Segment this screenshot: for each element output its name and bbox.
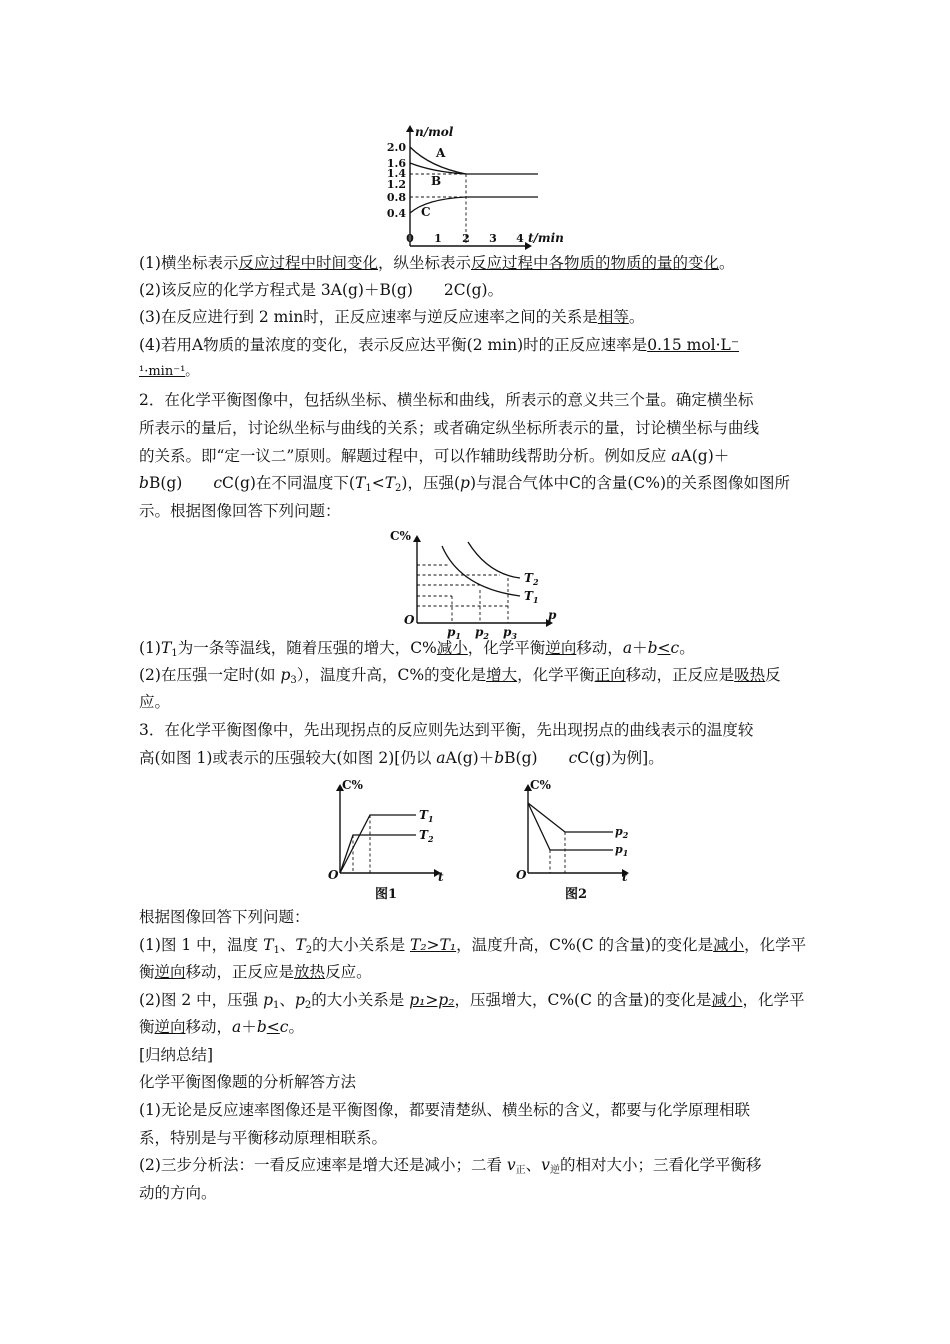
y-tick: 0.4 <box>386 207 406 220</box>
chart-c-percent-pressure <box>390 526 570 641</box>
para2-line: 的关系。即“定一议二”原则。解题过程中，可以作辅助线帮助分析。例如反应 aA(g)＋ <box>139 447 730 465</box>
x-axis-label: t/min <box>528 231 564 245</box>
para2-line: 2．在化学平衡图像中，包括纵坐标、横坐标和曲线，所表示的意义共三个量。确定横坐标 <box>139 391 754 409</box>
series-C-line <box>410 197 466 213</box>
label-B: B <box>431 174 442 188</box>
answer-2-line: (2)在压强一定时(如 $p_3$），温度升高，C%的变化是增大，化学平衡正向移动，正反应是吸热反 <box>139 666 781 686</box>
x-axis-label: t <box>438 870 444 884</box>
x-axis-label: t <box>622 870 628 884</box>
label-C: C <box>421 205 431 219</box>
y-tick: 1.4 <box>386 167 406 180</box>
text-line: 根据图像回答下列问题： <box>139 908 310 926</box>
q4-line: (4)若用A物质的量浓度的变化，表示反应达平衡(2 min)时的正反应速率是0.15 mol·L⁻ <box>139 336 740 354</box>
figure-caption: 图2 <box>565 887 588 902</box>
y-axis-label: n/mol <box>415 125 454 139</box>
label-T1: $T_1$ <box>419 808 434 824</box>
label-p2: $p_2$ <box>615 825 629 840</box>
para3-line: 3．在化学平衡图像中，先出现拐点的反应则先达到平衡，先出现拐点的曲线表示的温度较 <box>139 721 754 739</box>
y-tick: 1.2 <box>386 178 406 191</box>
curve-T1 <box>340 815 416 873</box>
curve-p1 <box>528 803 613 850</box>
x-tick-p1: $p_1$ <box>447 625 461 641</box>
q3-line: (3)在反应进行到 2 min时，正反应速率与逆反应速率之间的关系是相等。 <box>139 308 645 326</box>
answer-2-line: 应。 <box>139 693 171 711</box>
curve-T2 <box>340 835 416 873</box>
x-tick: 1 <box>434 232 442 245</box>
q1-line: (1)横坐标表示反应过程中时间变化，纵坐标表示反应过程中各物质的物质的量的变化。 <box>139 254 735 272</box>
para2-line: 所表示的量后，讨论纵坐标与曲线的关系；或者确定纵坐标所表示的量，讨论横坐标与曲线 <box>139 419 760 437</box>
x-tick: 0 <box>406 232 414 245</box>
q4-line-cont: ¹·min⁻¹。 <box>139 364 199 379</box>
figure-2 <box>508 775 658 905</box>
label-T1: $T_1$ <box>524 589 539 605</box>
para3-line: 高(如图 1)或表示的压强较大(如图 2)[仍以 aA(g)＋bB(g) cC(g)为例]。 <box>139 749 664 767</box>
figure-caption: 图1 <box>375 887 398 902</box>
y-tick: 0.8 <box>386 191 406 204</box>
label-p1: $p_1$ <box>615 843 629 858</box>
x-tick: 2 <box>462 232 470 245</box>
y-tick: 2.0 <box>386 141 406 154</box>
curve-T2 <box>468 542 520 578</box>
label-T2: $T_2$ <box>524 571 539 587</box>
origin-label: O <box>328 868 339 882</box>
summary-line: 动的方向。 <box>139 1184 217 1202</box>
curve-p2 <box>528 803 613 832</box>
summary-line: (1)无论是反应速率图像还是平衡图像，都要清楚纵、横坐标的含义，都要与化学原理相联 <box>139 1101 750 1119</box>
text-line: (1)图 1 中，温度 $T_1$、$T_2$的大小关系是 T₂>T₁，温度升高，C%(C 的含量)的变化是减小，化学平 <box>139 936 807 956</box>
label-A: A <box>436 146 446 160</box>
chart-mol-time <box>378 122 564 252</box>
figure-1 <box>318 775 468 905</box>
x-tick: 3 <box>489 232 497 245</box>
x-axis-label: p <box>548 608 557 622</box>
text-line: (2)图 2 中，压强 $p_1$、$p_2$的大小关系是 p₁>p₂，压强增大，C%(C 的含量)的变化是减小，化学平 <box>139 991 805 1011</box>
answer-1-line: $(1)T_1$为一条等温线，随着压强的增大，C%减小，化学平衡逆向移动，a＋b<c。 <box>139 639 695 659</box>
summary-title: 化学平衡图像题的分析解答方法 <box>139 1073 357 1091</box>
x-tick-p2: $p_2$ <box>475 625 489 641</box>
origin-label: O <box>404 613 415 627</box>
y-tick: 1.6 <box>386 157 406 170</box>
text-line: 衡逆向移动，正反应是放热反应。 <box>139 963 372 981</box>
x-tick: 4 <box>516 232 524 245</box>
curve-T1 <box>442 546 520 596</box>
y-axis-label: C% <box>390 529 411 543</box>
summary-line: (2)三步分析法：一看反应速率是增大还是减小；二看 $v_正$、$v_逆$的相对大小；三看化学平衡移 <box>139 1156 762 1176</box>
summary-line: 系，特别是与平衡移动原理相联系。 <box>139 1129 388 1147</box>
para2-line: 示。根据图像回答下列问题： <box>139 502 341 520</box>
origin-label: O <box>516 868 527 882</box>
y-axis-label: C% <box>342 778 363 792</box>
para2-line: bB(g) cC(g)在不同温度下$(T_1<T_2)$，压强(p)与混合气体中C的含量(C%)的关系图像如图所 <box>139 474 791 494</box>
q2-line: (2)该反应的化学方程式是 3A(g)＋B(g) 2C(g)。 <box>139 281 504 299</box>
summary-heading: [归纳总结] <box>139 1046 214 1064</box>
text-line: 衡逆向移动，a＋b<c。 <box>139 1018 304 1036</box>
y-axis-label: C% <box>530 778 551 792</box>
x-tick-p3: $p_3$ <box>503 625 517 641</box>
label-T2: $T_2$ <box>419 828 434 844</box>
